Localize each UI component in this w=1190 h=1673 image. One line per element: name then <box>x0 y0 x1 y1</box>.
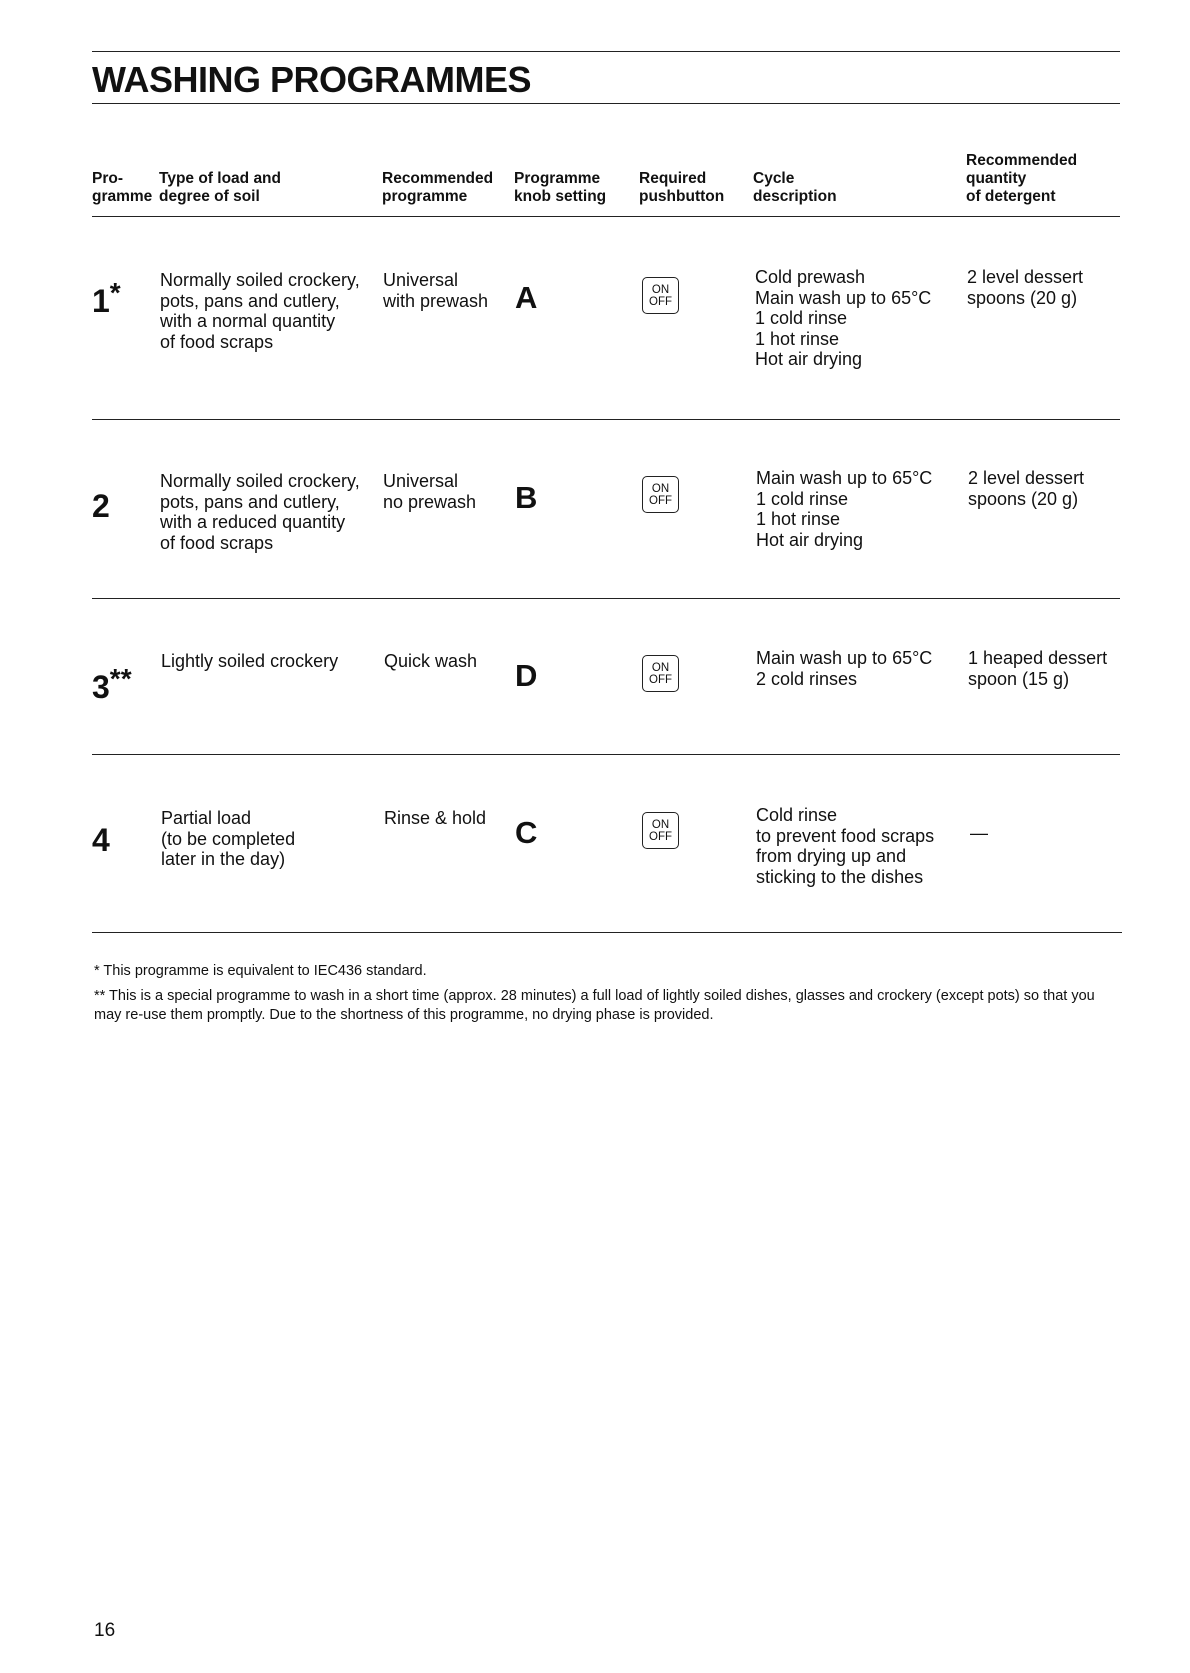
cycle-description: Cold rinse to prevent food scraps from drying up and sticking to the dishes <box>756 805 935 887</box>
header-rule <box>92 216 1120 217</box>
recommended-programme: Universal no prewash <box>383 471 477 512</box>
detergent-quantity: — <box>970 823 988 843</box>
on-off-pushbutton-icon: ON OFF <box>642 655 679 692</box>
row-rule-2 <box>92 598 1120 599</box>
recommended-programme: Universal with prewash <box>383 270 489 311</box>
row-rule-3 <box>92 754 1120 755</box>
programme-number: 4 <box>92 822 110 858</box>
load-description: Normally soiled crockery, pots, pans and cutlery, with a reduced quantity of food scraps <box>160 471 360 553</box>
knob-setting: D <box>515 658 538 693</box>
on-off-pushbutton-icon: ON OFF <box>642 476 679 513</box>
programme-number: 1* <box>92 277 121 319</box>
row-rule-4 <box>92 932 1122 933</box>
knob-setting: A <box>515 280 538 315</box>
cycle-description: Cold prewash Main wash up to 65°C 1 cold rinse 1 hot rinse Hot air drying <box>755 267 932 369</box>
row-rule-1 <box>92 419 1120 420</box>
title-top-rule <box>92 51 1120 52</box>
load-description: Partial load (to be completed later in the day) <box>161 808 296 869</box>
footnote-double-star: ** This is a special programme to wash in a short time (approx. 28 minutes) a full load of lightly soiled dishes, glasses and crockery (except pots) so that you may re-use them promptly. Due to the shortness of this programme, no drying phase is provided. <box>94 988 1095 1023</box>
on-off-pushbutton-icon: ON OFF <box>642 812 679 849</box>
detergent-quantity: 2 level dessert spoons (20 g) <box>967 267 1084 308</box>
cycle-description: Main wash up to 65°C 1 cold rinse 1 hot rinse Hot air drying <box>756 468 933 550</box>
knob-setting: C <box>515 815 538 850</box>
load-description: Normally soiled crockery, pots, pans and cutlery, with a normal quantity of food scraps <box>160 270 360 352</box>
cycle-description: Main wash up to 65°C 2 cold rinses <box>756 648 933 689</box>
detergent-quantity: 1 heaped dessert spoon (15 g) <box>968 648 1108 689</box>
detergent-quantity: 2 level dessert spoons (20 g) <box>968 468 1085 509</box>
load-description: Lightly soiled crockery <box>161 651 339 671</box>
page-number: 16 <box>94 1620 116 1641</box>
on-off-pushbutton-icon: ON OFF <box>642 277 679 314</box>
programme-number: 2 <box>92 488 110 524</box>
recommended-programme: Rinse & hold <box>384 808 487 828</box>
title-bottom-rule <box>92 103 1120 104</box>
footnote-single-star: * This programme is equivalent to IEC436 standard. <box>94 963 427 979</box>
recommended-programme: Quick wash <box>384 651 478 671</box>
knob-setting: B <box>515 480 538 515</box>
page-title: WASHING PROGRAMMES <box>92 59 532 100</box>
programme-number: 3** <box>92 663 132 705</box>
